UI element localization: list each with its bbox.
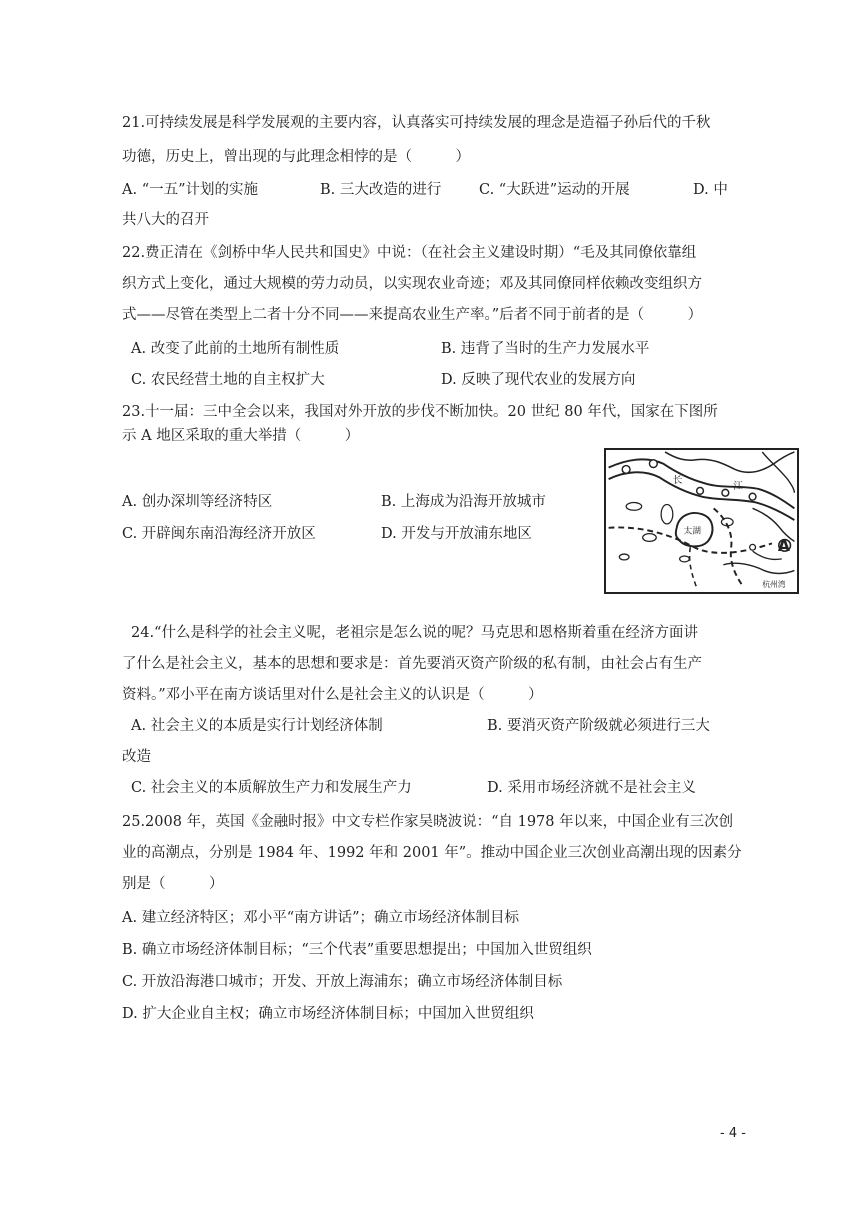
q22-option-d: D. 反映了现代农业的发展方向	[441, 372, 636, 388]
q25-option-d: D. 扩大企业自主权；确立市场经济体制目标；中国加入世贸组织	[122, 1006, 534, 1022]
q21-option-a: A. “一五”计划的实施	[122, 182, 259, 198]
map-label-taihu: 太湖	[683, 526, 702, 537]
q25-stem-line1: 25.2008 年，英国《金融时报》中文专栏作家吴晓波说：“自 1978 年以来，中国企业有三次创	[122, 814, 734, 830]
q24-stem-line2: 了什么是社会主义，基本的思想和要求是：首先要消灭资产阶级的私有制，由社会占有生产	[122, 656, 702, 672]
q23-option-b: B. 上海成为沿海开放城市	[381, 494, 546, 510]
q21-option-d: D. 中	[693, 182, 728, 198]
q24-option-a: A. 社会主义的本质是实行计划经济体制	[131, 718, 383, 734]
q21-stem-line2: 功德，历史上，曾出现的与此理念相悖的是（ ）	[122, 149, 470, 165]
q23-stem-line1: 23.十一届：三中全会以来，我国对外开放的步伐不断加快。20 世纪 80 年代，国家在下图所	[122, 404, 718, 420]
q24-option-d: D. 采用市场经济就不是社会主义	[487, 780, 696, 796]
map-drawing	[606, 450, 797, 592]
map-label-a: A	[777, 537, 790, 556]
q25-option-c: C. 开放沿海港口城市；开发、开放上海浦东；确立市场经济体制目标	[122, 974, 563, 990]
q22-stem-line3: 式——尽管在类型上二者十分不同——来提高农业生产率。”后者不同于前者的是（ ）	[122, 307, 703, 323]
map-label-jiang: 江	[733, 480, 743, 492]
q21-option-c: C. “大跃进”运动的开展	[479, 182, 630, 198]
map-label-chang: 长	[672, 475, 683, 487]
q24-option-c: C. 社会主义的本质解放生产力和发展生产力	[131, 780, 412, 796]
q25-option-a: A. 建立经济特区；邓小平“南方讲话”；确立市场经济体制目标	[122, 910, 520, 926]
q23-option-d: D. 开发与开放浦东地区	[381, 526, 532, 542]
q22-option-c: C. 农民经营土地的自主权扩大	[131, 372, 325, 388]
q21-stem-line1: 21.可持续发展是科学发展观的主要内容，认真落实可持续发展的理念是造福子孙后代的千秋	[122, 115, 711, 131]
q25-stem-line2: 业的高潮点，分别是 1984 年、1992 年和 2001 年”。推动中国企业三次创业高潮出现的因素分	[122, 845, 742, 861]
q22-option-b: B. 违背了当时的生产力发展水平	[441, 341, 650, 357]
q21-option-b: B. 三大改造的进行	[320, 182, 442, 198]
q25-option-b: B. 确立市场经济体制目标；“三个代表”重要思想提出；中国加入世贸组织	[122, 942, 592, 958]
q25-stem-line3: 别是（ ）	[122, 876, 224, 892]
q23-stem-line2: 示 A 地区采取的重大举措（ ）	[122, 428, 360, 444]
map-label-bay: 杭州湾	[762, 580, 786, 590]
q23-option-c: C. 开辟闽东南沿海经济开放区	[122, 526, 316, 542]
q24-option-b: B. 要消灭资产阶级就必须进行三大	[487, 718, 710, 734]
q23-option-a: A. 创办深圳等经济特区	[122, 494, 273, 510]
q21-option-d-cont: 共八大的召开	[122, 212, 209, 228]
q24-stem-line1: 24.“什么是科学的社会主义呢，老祖宗是怎么说的呢？马克思和恩格斯着重在经济方面讲	[131, 625, 698, 641]
q22-option-a: A. 改变了此前的土地所有制性质	[131, 341, 340, 357]
yangtze-delta-map	[604, 448, 799, 594]
q22-stem-line1: 22.费正清在《剑桥中华人民共和国史》中说：（在社会主义建设时期）“毛及其同僚依靠组	[122, 245, 697, 261]
q24-option-b-cont: 改造	[122, 749, 151, 765]
q22-stem-line2: 织方式上变化，通过大规模的劳力动员，以实现农业奇迹；邓及其同僚同样依赖改变组织方	[122, 276, 702, 292]
q24-stem-line3: 资料。”邓小平在南方谈话里对什么是社会主义的认识是（ ）	[122, 687, 543, 703]
page-number: - 4 -	[720, 1126, 746, 1141]
